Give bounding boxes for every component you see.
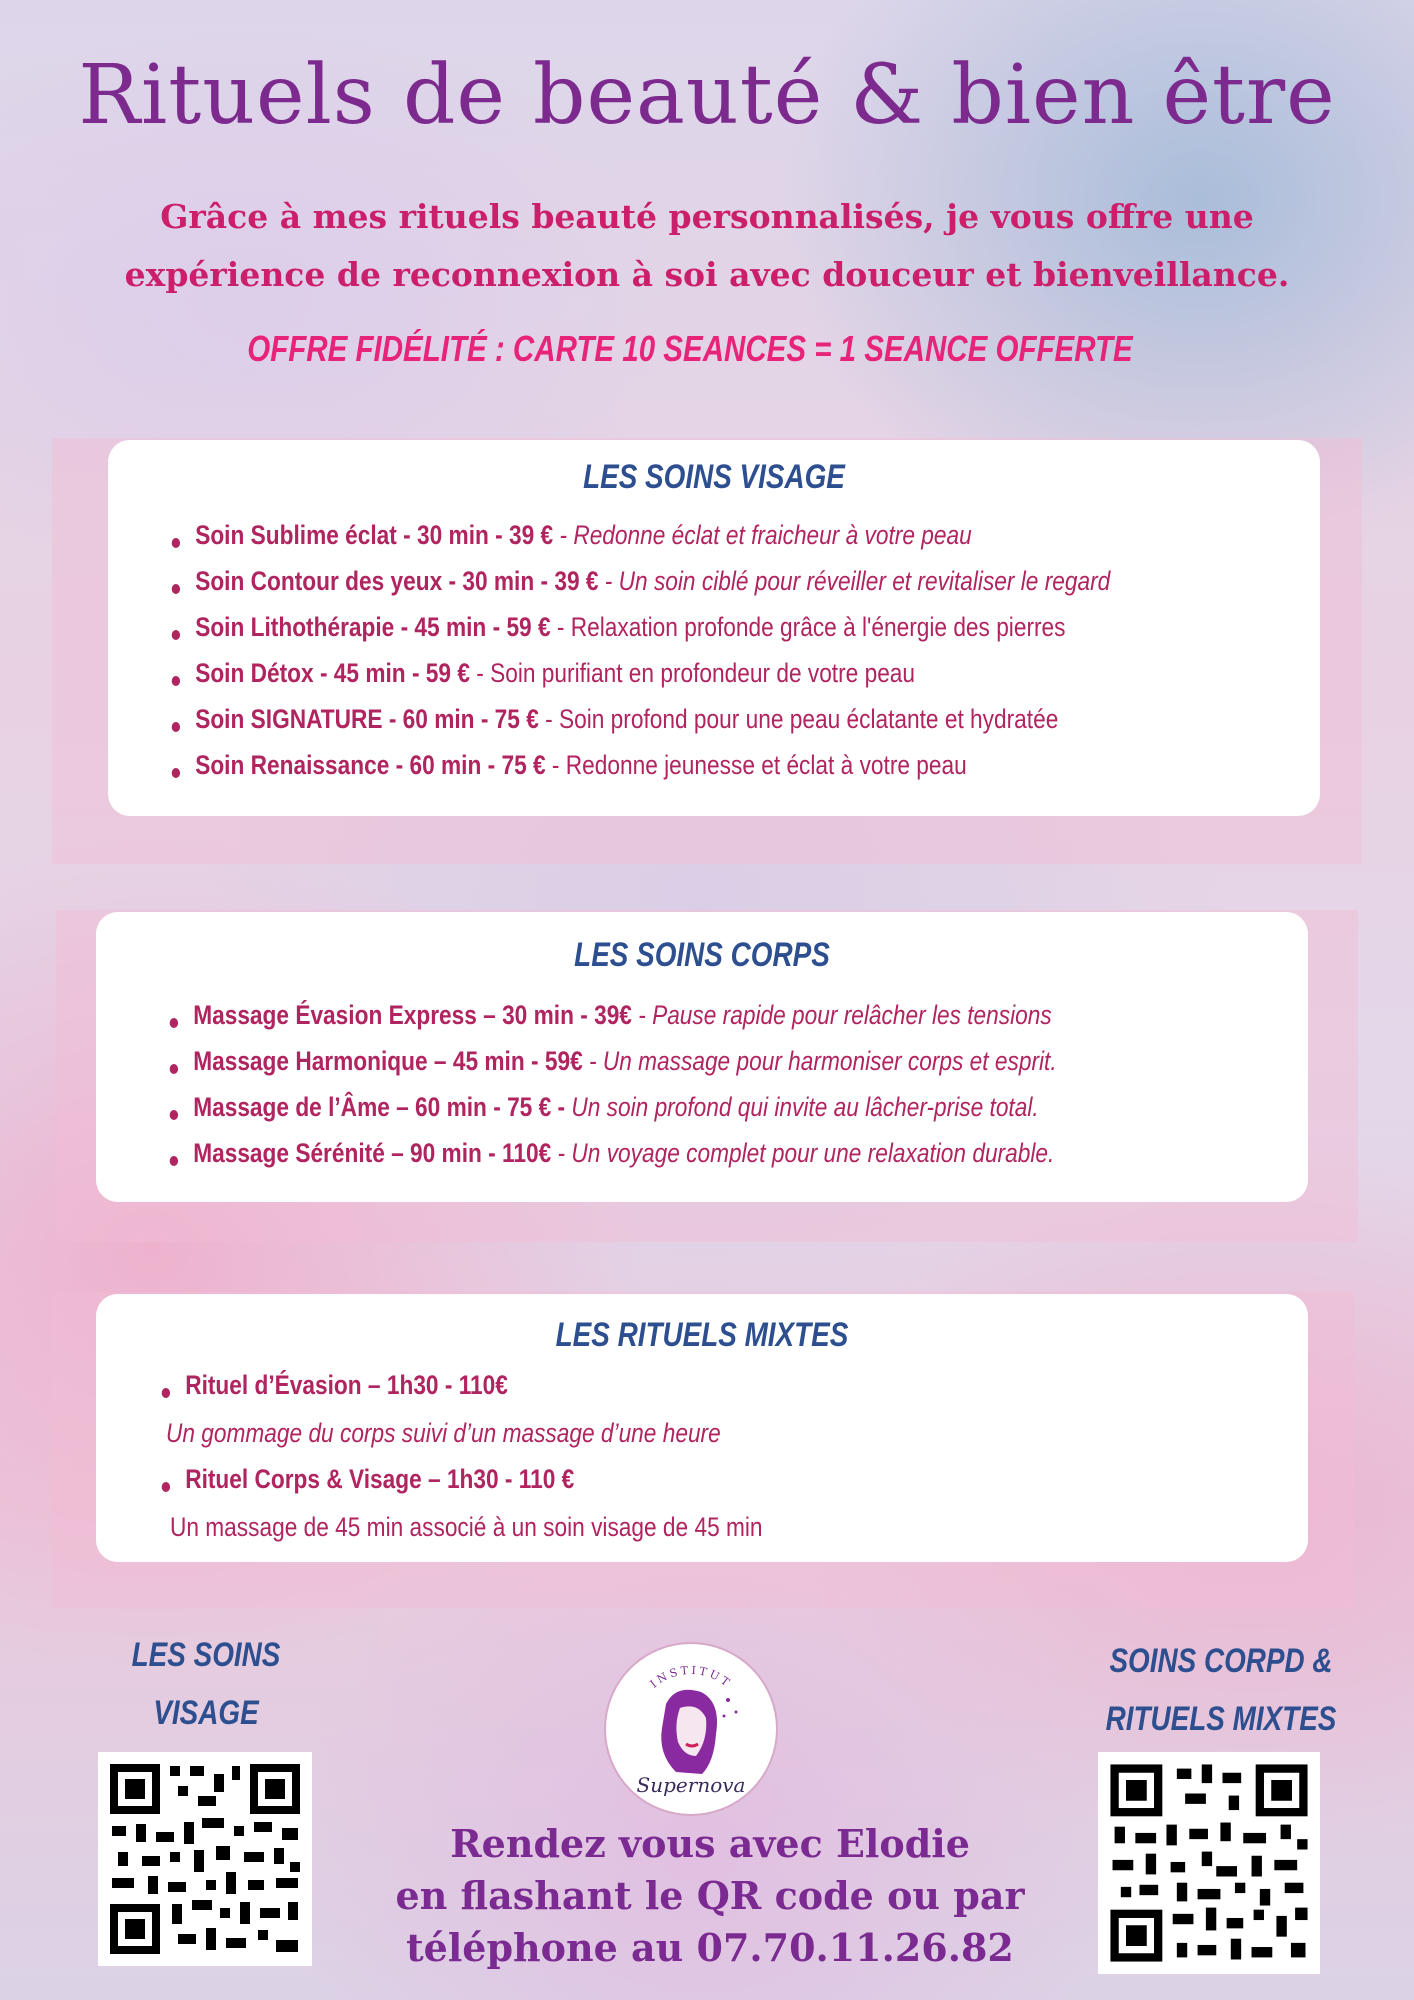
mixtes-list-1 <box>160 1370 574 1416</box>
mixtes-title: LES RITUELS MIXTES <box>555 1316 849 1354</box>
corps-title: LES SOINS CORPS <box>574 936 830 974</box>
page-title: Rituels de beauté & bien être <box>78 48 1336 143</box>
list-item: Soin Lithothérapie - 45 min - 59 € - Relaxation profonde grâce à l'énergie des pierres <box>170 612 1110 658</box>
list-item: Soin Sublime éclat - 30 min - 39 € - Redonne éclat et fraicheur à votre peau <box>170 520 1110 566</box>
list-item: Rituel Corps & Visage – 1h30 - 110 € <box>160 1464 574 1510</box>
list-item: Massage Évasion Express – 30 min - 39€ - Pause rapide pour relâcher les tensions <box>168 1000 1057 1046</box>
loyalty-offer: OFFRE FIDÉLITÉ : CARTE 10 SEANCES = 1 SEANCE OFFERTE <box>247 328 1133 369</box>
logo-top-text: INSTITUT <box>647 1663 735 1691</box>
list-item: Massage Harmonique – 45 min - 59€ - Un massage pour harmoniser corps et esprit. <box>168 1046 1057 1092</box>
intro-line-2: expérience de reconnexion à soi avec douceur et bienveillance. <box>124 255 1290 294</box>
qr-code-icon[interactable] <box>1098 1752 1320 1974</box>
list-item: Soin Renaissance - 60 min - 75 € - Redonne jeunesse et éclat à votre peau <box>170 750 1110 796</box>
corps-card <box>96 912 1308 1202</box>
corps-list <box>168 1000 1226 1184</box>
mixtes-card <box>96 1294 1308 1562</box>
rdv-line-3: téléphone au 07.70.11.26.82 <box>406 1925 1014 1970</box>
list-item: Massage Sérénité – 90 min - 110€ - Un voyage complet pour une relaxation durable. <box>168 1138 1057 1184</box>
logo-bottom-text: Supernova <box>636 1773 746 1797</box>
list-item: Massage de l’Âme – 60 min - 75 € - Un soin profond qui invite au lâcher-prise total. <box>168 1092 1057 1138</box>
intro-line-1: Grâce à mes rituels beauté personnalisés, je vous offre une <box>160 197 1254 236</box>
qr-left-label: LES SOINS VISAGE <box>131 1636 281 1732</box>
visage-list <box>170 520 1289 796</box>
intro-text <box>90 188 1324 304</box>
qr-right-label: SOINS CORPD & RITUELS MIXTES <box>1105 1642 1337 1738</box>
svg-text:INSTITUT <box>648 1664 735 1691</box>
appointment-text <box>340 1818 1080 1974</box>
mixtes-sub-2: Un massage de 45 min associé à un soin visage de 45 min <box>170 1512 763 1542</box>
woman-portrait-logo <box>604 1642 778 1816</box>
qr-code-icon[interactable] <box>98 1752 312 1966</box>
mixtes-sub-1: Un gommage du corps suivi d’un massage d’une heure <box>166 1418 721 1448</box>
visage-card <box>108 440 1320 816</box>
list-item: Soin Contour des yeux - 30 min - 39 € - Un soin ciblé pour réveiller et revitaliser le regard <box>170 566 1110 612</box>
list-item: Soin Détox - 45 min - 59 € - Soin purifiant en profondeur de votre peau <box>170 658 1110 704</box>
visage-title: LES SOINS VISAGE <box>583 458 845 496</box>
list-item: Rituel d’Évasion – 1h30 - 110€ <box>160 1370 508 1416</box>
rdv-line-1: Rendez vous avec Elodie <box>450 1821 970 1866</box>
rdv-line-2: en flashant le QR code ou par <box>395 1873 1025 1918</box>
mixtes-list-2 <box>160 1464 653 1510</box>
list-item: Soin SIGNATURE - 60 min - 75 € - Soin profond pour une peau éclatante et hydratée <box>170 704 1110 750</box>
